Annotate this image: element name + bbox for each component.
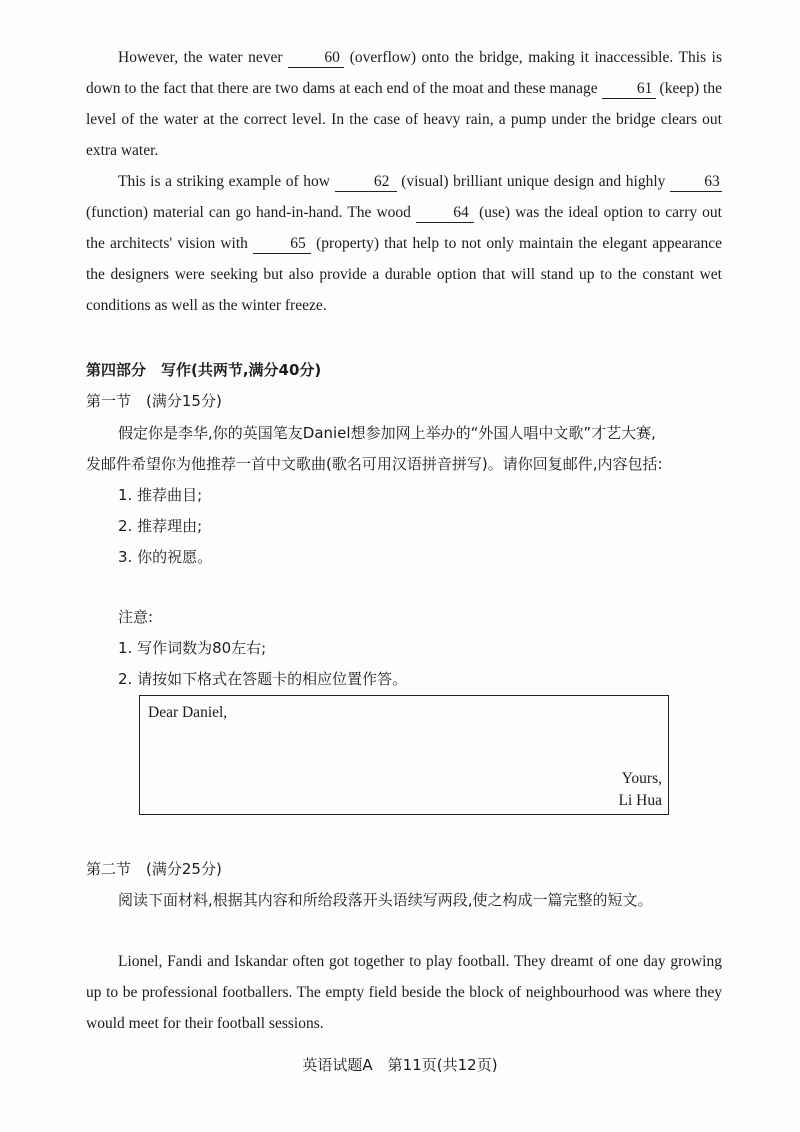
blank-63: 63 (670, 173, 722, 192)
blank-65: 65 (253, 235, 311, 254)
text: (visual) brilliant unique design and highly (396, 173, 670, 190)
text: However, the water never (118, 49, 289, 66)
section1-prompt-line2: 发邮件希望你为他推荐一首中文歌曲(歌名可用汉语拼音拼写)。请你回复邮件,内容包括: (86, 455, 663, 473)
blank-64: 64 (416, 204, 474, 223)
text: (use) was the ideal option to carry out the architects' vision with (86, 204, 722, 252)
requirement-item: 2. 推荐理由; (118, 517, 203, 535)
note-item: 2. 请按如下格式在答题卡的相应位置作答。 (118, 670, 408, 688)
passage-paragraph-1 (86, 42, 722, 166)
passage-paragraph-2 (86, 166, 722, 321)
section2-heading: 第二节 (满分25分) (86, 860, 222, 878)
section1-prompt-line1: 假定你是李华,你的英国笔友Daniel想参加网上举办的“外国人唱中文歌”才艺大赛, (118, 424, 656, 442)
text: (keep) the level of the water at the correct level. In the case of heavy rain, a pump under the bridge clears out extra water. (86, 80, 722, 159)
section1-heading: 第一节 (满分15分) (86, 392, 222, 410)
letter-format-box (139, 695, 669, 815)
section2-prompt: 阅读下面材料,根据其内容和所给段落开头语续写两段,使之构成一篇完整的短文。 (118, 891, 653, 909)
text: This is a striking example of how (118, 173, 335, 190)
letter-closing: Yours, (621, 770, 662, 787)
text: (function) material can go hand-in-hand. The wood (86, 204, 416, 221)
story-paragraph: Lionel, Fandi and Iskandar often got together to play football. They dreamt of one day growing up to be professional footballers. The empty field beside the block of neighbourhood was where they would meet for their football sessions. (86, 953, 722, 1032)
part4-heading: 第四部分 写作(共两节,满分40分) (86, 361, 322, 379)
letter-signature: Li Hua (618, 792, 662, 809)
note-title: 注意: (118, 608, 154, 626)
requirement-item: 3. 你的祝愿。 (118, 548, 213, 566)
note-item: 1. 写作词数为80左右; (118, 639, 267, 657)
blank-61: 61 (602, 80, 656, 99)
letter-greeting: Dear Daniel, (148, 704, 228, 721)
blank-60: 60 (288, 49, 344, 68)
page-footer: 英语试题A 第11页(共12页) (302, 1056, 498, 1074)
text: (property) that help to not only maintain the elegant appearance the designers were seeking but also provide a durable option that will stand up to the constant wet conditions as well as the winter freeze. (86, 235, 722, 314)
requirement-item: 1. 推荐曲目; (118, 486, 203, 504)
text: (overflow) onto the bridge, making it inaccessible. This is down to the fact that there are two dams at each end of the moat and these manage (86, 49, 723, 97)
blank-62: 62 (335, 173, 397, 192)
